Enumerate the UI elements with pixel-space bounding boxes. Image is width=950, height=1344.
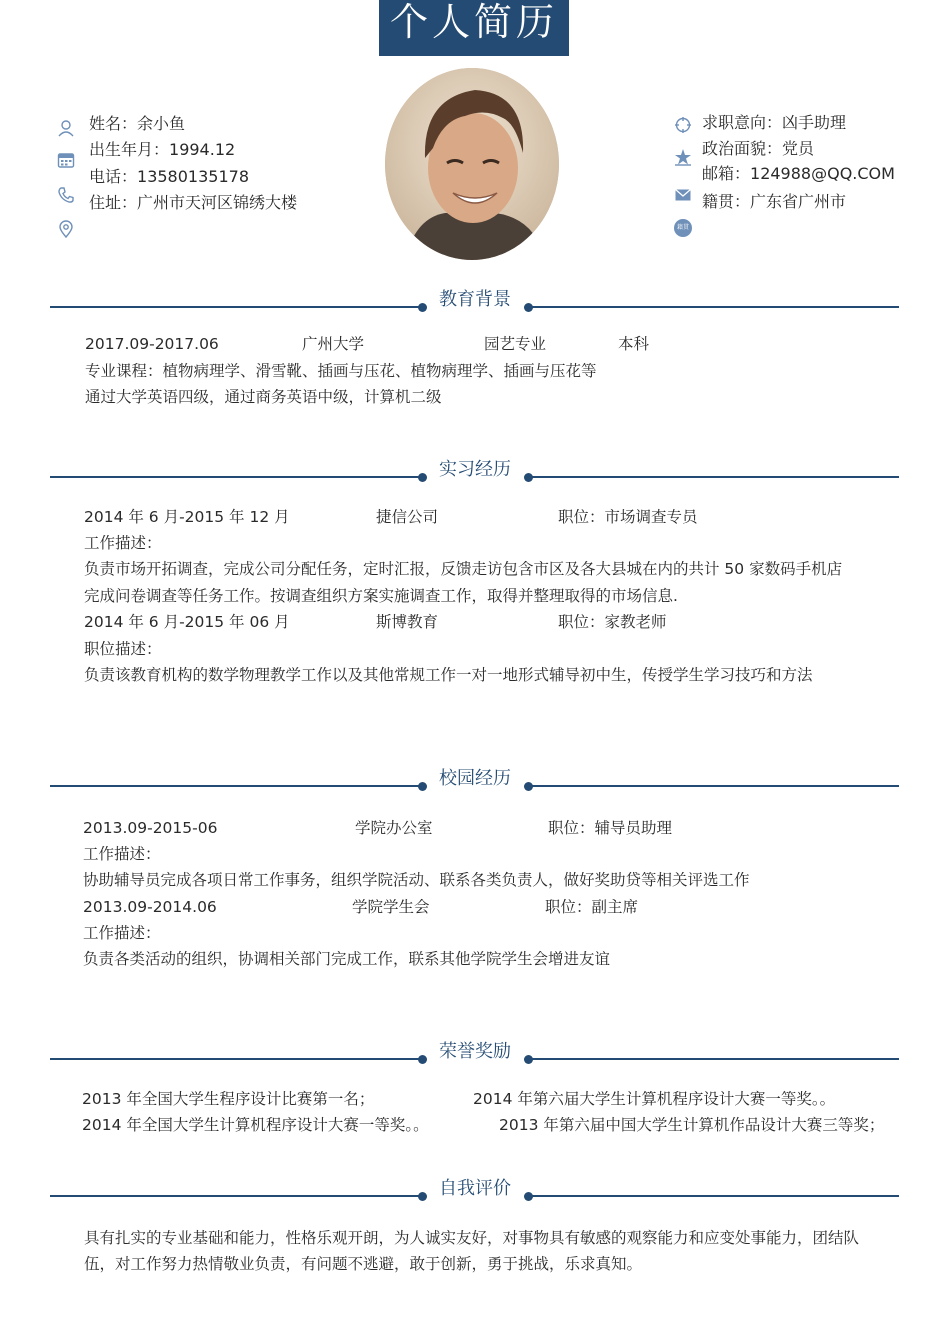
info-value: 党员 [782,139,815,158]
intern-desc-label: 工作描述： [84,534,162,552]
honor-item: 2014 年第六届大学生计算机程序设计大赛一等奖。。 [473,1090,836,1108]
section-title-internship: 实习经历 [439,459,511,480]
section-divider-right [530,1058,899,1060]
info-label: 籍贯： [702,192,751,211]
intern-desc: 负责该教育机构的数学物理教学工作以及其他常规工作一对一地形式辅导初中生，传授学生学习技巧和方法 [84,666,813,684]
intern-org: 捷信公司 [376,508,439,526]
info-hometown [702,189,846,215]
intern-period: 2014 年 6 月-2015 年 12 月 [84,508,290,526]
info-birth [89,137,235,163]
info-label: 电话： [89,167,138,186]
info-value: 余小鱼 [137,114,186,133]
info-value: 广州市天河区锦绣大楼 [137,193,298,212]
info-label: 姓名： [89,114,138,133]
self-eval-line: 伍，对工作努力热情敬业负责，有问题不逃避，敢于创新，勇于挑战，乐求真知。 [84,1255,643,1273]
campus-position: 职位：副主席 [545,898,639,916]
self-eval-line: 具有扎实的专业基础和能力，性格乐观开朗，为人诚实友好，对事物具有敏感的观察能力和应变处事能力，团结队 [84,1229,860,1247]
section-title-education: 教育背景 [439,289,511,310]
campus-position: 职位：辅导员助理 [548,819,673,837]
resume-title: 个人简历 [379,0,569,56]
calendar-icon [57,151,75,169]
intern-desc: 完成问卷调查等任务工作。按调查组织方案实施调查工作，取得并整理取得的市场信息. [84,587,678,605]
mail-icon [674,186,692,204]
section-divider-left [50,1058,422,1060]
info-label: 求职意向： [702,113,783,132]
info-label: 住址： [89,193,138,212]
edu-school: 广州大学 [302,335,365,353]
person-icon [57,119,75,137]
info-address [89,190,297,216]
info-value: 凶手助理 [782,113,847,132]
intern-desc: 负责市场开拓调查，完成公司分配任务，定时汇报，反馈走访包含市区及各大县城在内的共计 50 家数码手机店 [84,560,843,578]
info-label: 政治面貌： [702,139,783,158]
info-value: 1994.12 [169,140,236,159]
edu-courses: 专业课程：植物病理学、滑雪靴、插画与压花、植物病理学、插画与压花等 [85,362,597,380]
section-title-campus: 校园经历 [439,768,511,789]
info-value: 124988@QQ.COM [750,164,895,183]
campus-desc: 负责各类活动的组织，协调相关部门完成工作，联系其他学院学生会增进友谊 [83,950,611,968]
section-divider-left [50,476,422,478]
section-divider-left [50,785,422,787]
info-label: 出生年月： [89,140,170,159]
honor-item: 2013 年全国大学生程序设计比赛第一名； [82,1090,375,1108]
campus-period: 2013.09-2015-06 [83,819,218,837]
target-icon [674,116,692,134]
section-title-honors: 荣誉奖励 [439,1041,511,1062]
intern-desc-label: 职位描述： [84,640,162,658]
edu-degree: 本科 [618,335,650,353]
info-email [702,161,895,187]
honor-item: 2013 年第六届中国大学生计算机作品设计大赛三等奖； [499,1116,885,1134]
campus-org: 学院办公室 [355,819,433,837]
star-icon [674,148,692,166]
location-icon [57,220,75,238]
info-value: 13580135178 [137,167,249,186]
intern-position: 职位：市场调查专员 [558,508,698,526]
info-phone [89,164,249,190]
honor-item: 2014 年全国大学生计算机程序设计大赛一等奖。。 [82,1116,429,1134]
campus-desc-label: 工作描述： [83,924,161,942]
section-divider-right [530,1195,899,1197]
info-label: 邮箱： [702,164,751,183]
info-name [89,111,185,137]
edu-period: 2017.09-2017.06 [85,335,219,353]
hometown-icon: 籍贯 [674,219,692,237]
campus-period: 2013.09-2014.06 [83,898,217,916]
section-divider-right [530,306,899,308]
profile-photo [385,68,559,260]
edu-certs: 通过大学英语四级，通过商务英语中级，计算机二级 [85,388,442,406]
campus-org: 学院学生会 [352,898,430,916]
portrait-image [385,68,559,260]
section-divider-left [50,1195,422,1197]
info-political [702,136,814,162]
section-divider-right [530,785,899,787]
intern-position: 职位：家教老师 [558,613,667,631]
intern-org: 斯博教育 [376,613,439,631]
info-objective [702,110,846,136]
intern-period: 2014 年 6 月-2015 年 06 月 [84,613,290,631]
phone-icon [57,186,75,204]
section-title-self: 自我评价 [439,1178,511,1199]
edu-major: 园艺专业 [484,335,547,353]
section-divider-left [50,306,422,308]
campus-desc: 协助辅导员完成各项日常工作事务，组织学院活动、联系各类负责人，做好奖助贷等相关评选工作 [83,871,750,889]
section-divider-right [530,476,899,478]
campus-desc-label: 工作描述： [83,845,161,863]
info-value: 广东省广州市 [750,192,847,211]
